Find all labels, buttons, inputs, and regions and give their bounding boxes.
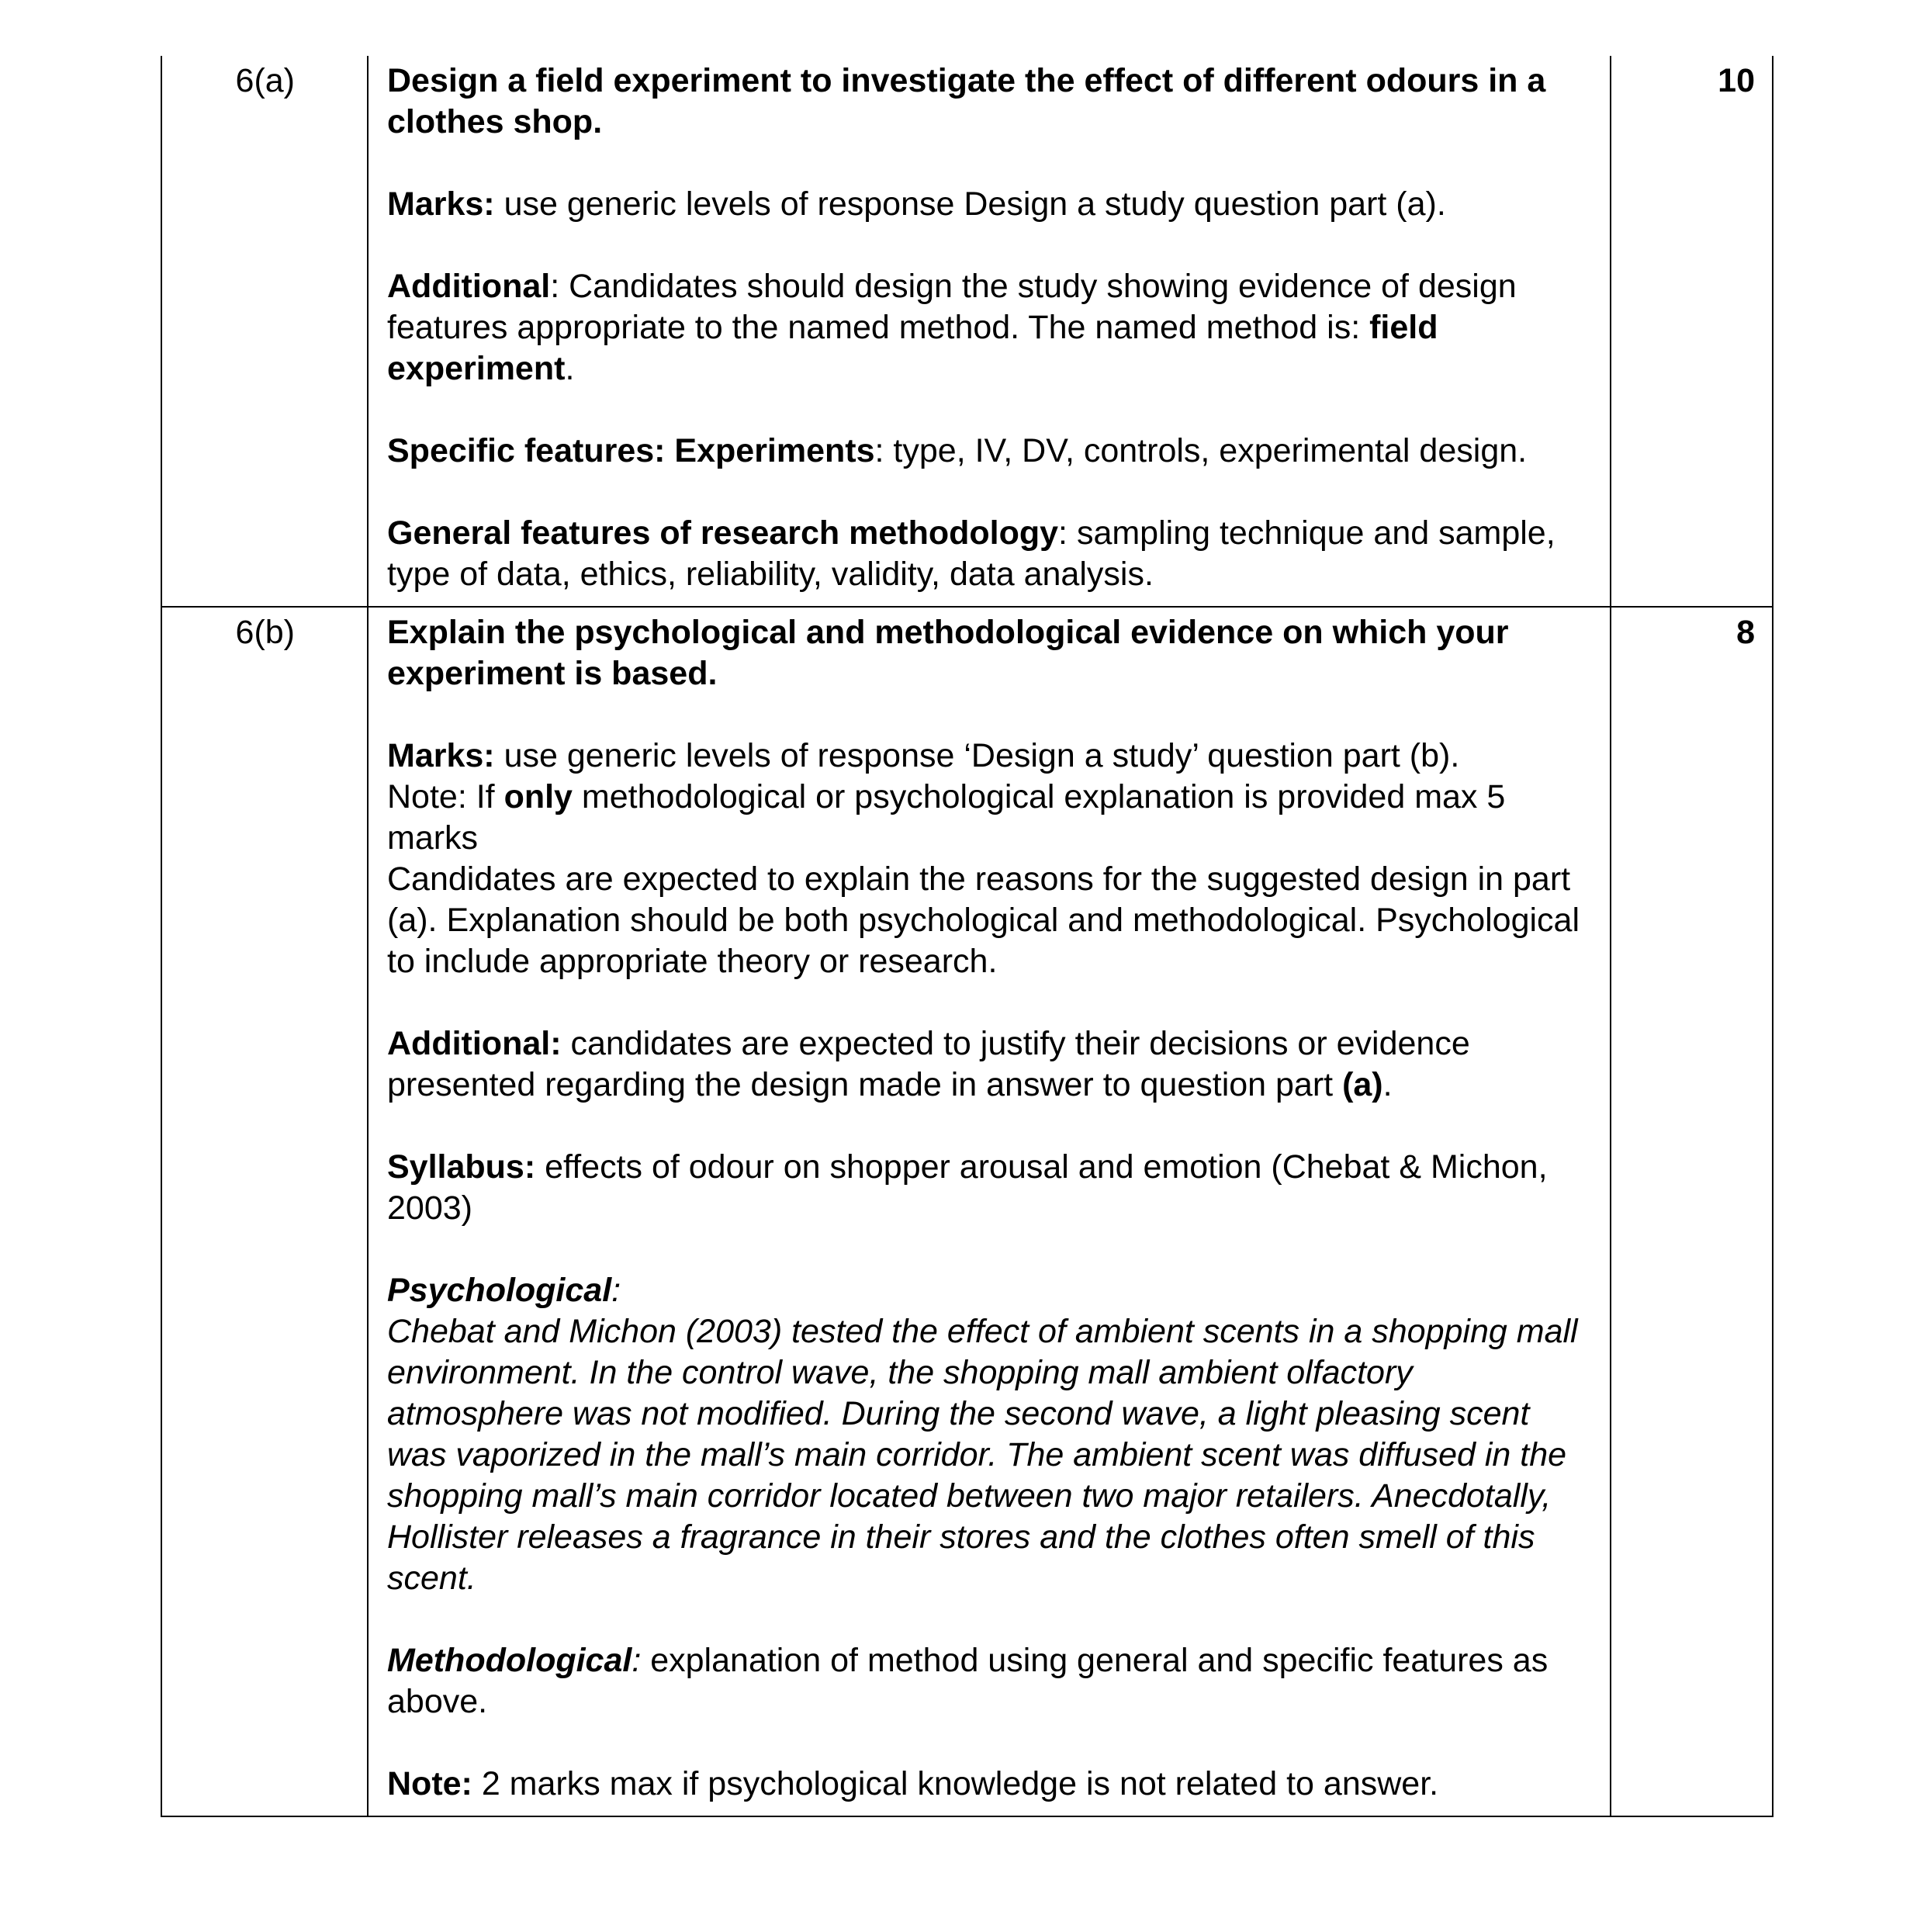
mark-scheme-table <box>161 56 1773 1817</box>
additional-guidance: Additional: Candidates should design the study showing evidence of design features appropriate to the named method. The named method is: field experiment. <box>387 268 1517 387</box>
marks-cell <box>1611 607 1773 1816</box>
additional-guidance: Additional: candidates are expected to justify their decisions or evidence presented regarding the design made in answer to question part (a). <box>387 1025 1470 1103</box>
expected-explanation: Candidates are expected to explain the reasons for the suggested design in part (a). Explanation should be both psychological and methodological. Psychological to include appropriate theory or research. <box>387 860 1580 980</box>
syllabus-reference: Syllabus: effects of odour on shopper arousal and emotion (Chebat & Michon, 2003) <box>387 1148 1548 1227</box>
answer-cell <box>368 607 1611 1816</box>
marks-value: 8 <box>1736 614 1755 651</box>
marks-note: Note: If only methodological or psychological explanation is provided max 5 marks <box>387 778 1506 857</box>
question-heading: Explain the psychological and methodological evidence on which your experiment is based. <box>387 614 1509 692</box>
general-features: General features of research methodology: sampling technique and sample, type of data, ethics, reliability, validity, data analysis. <box>387 514 1555 593</box>
psychological-evidence: Chebat and Michon (2003) tested the effect of ambient scents in a shopping mall environment. In the control wave, the shopping mall ambient olfactory atmosphere was not modified. During the second wave, a light pleasing scent was vaporized in the mall’s main corridor. The ambient scent was diffused in the shopping mall’s main corridor located between two major retailers. Anecdotally, Hollister releases a fragrance in their stores and the clothes often smell of this scent. <box>387 1313 1578 1597</box>
marks-cell <box>1611 56 1773 607</box>
question-number: 6(b) <box>235 614 295 651</box>
table-row-6b <box>161 607 1773 1816</box>
question-number-cell <box>161 56 368 607</box>
question-number-cell <box>161 607 368 1816</box>
table-row-6a <box>161 56 1773 607</box>
psychological-heading: Psychological: <box>387 1272 621 1309</box>
specific-features: Specific features: Experiments: type, IV, DV, controls, experimental design. <box>387 432 1528 469</box>
marks-value: 10 <box>1718 62 1755 99</box>
question-number: 6(a) <box>235 62 295 99</box>
marks-guidance: Marks: use generic levels of response Design a study question part (a). <box>387 185 1446 223</box>
question-heading: Design a field experiment to investigate the effect of different odours in a clothes shop. <box>387 62 1546 140</box>
answer-cell <box>368 56 1611 607</box>
methodological-evidence: Methodological: explanation of method using general and specific features as above. <box>387 1642 1549 1720</box>
final-note: Note: 2 marks max if psychological knowledge is not related to answer. <box>387 1765 1439 1802</box>
marks-guidance: Marks: use generic levels of response ‘Design a study’ question part (b). <box>387 737 1460 774</box>
